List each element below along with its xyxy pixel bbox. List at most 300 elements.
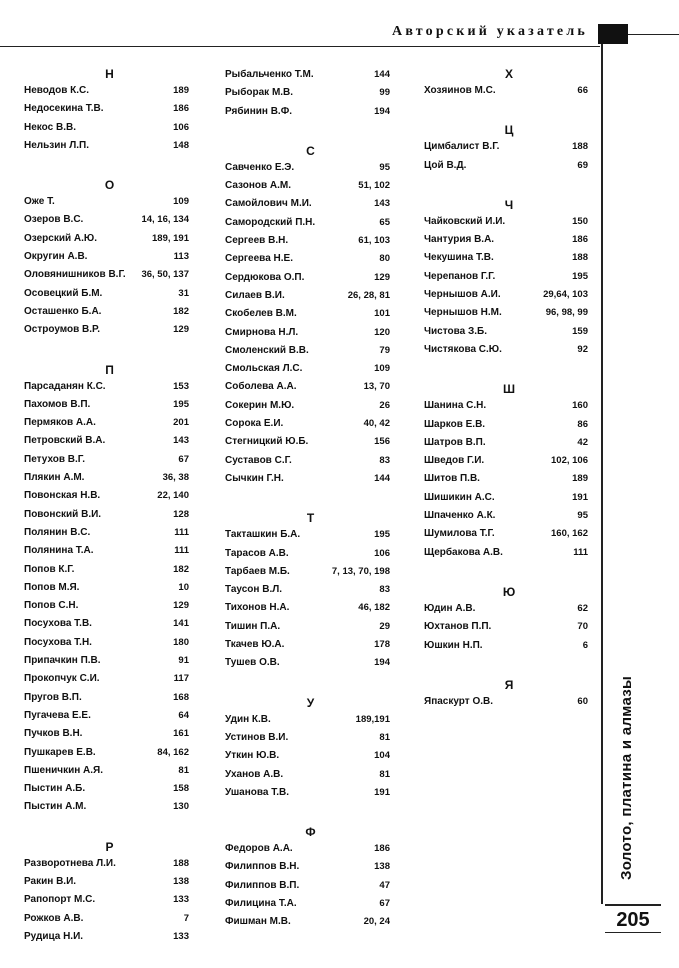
author-name: Припачкин П.В. [24, 655, 101, 667]
index-entry [225, 324, 390, 342]
page-references: 188 [572, 252, 588, 264]
author-name: Сорока Е.И. [225, 418, 284, 430]
index-entry [424, 286, 588, 304]
index-entry [24, 873, 189, 891]
index-entry [24, 378, 189, 396]
index-section [225, 695, 390, 802]
page-references: 186 [572, 234, 588, 246]
page-number-rule [605, 932, 661, 933]
page-references: 191 [374, 786, 390, 798]
index-entry [225, 250, 390, 268]
author-name: Фишман М.В. [225, 916, 291, 928]
section-letter: О [104, 178, 115, 193]
index-section [424, 677, 588, 711]
page-references: 109 [374, 363, 390, 375]
index-entry [424, 268, 588, 286]
index-entry [424, 397, 588, 415]
author-name: Петухов В.Г. [24, 453, 85, 465]
page-references: 69 [577, 159, 588, 171]
index-entry [24, 487, 189, 505]
index-entry [24, 762, 189, 780]
page-references: 144 [374, 472, 390, 484]
author-name: Цимбалист В.Г. [424, 141, 500, 153]
index-entry [24, 652, 189, 670]
author-name: Шпаченко А.К. [424, 510, 496, 522]
index-entry [225, 66, 390, 84]
index-entry [424, 544, 588, 562]
page-references: 188 [173, 857, 189, 869]
index-entry [424, 618, 588, 636]
page-references: 64 [178, 709, 189, 721]
author-name: Попов М.Я. [24, 581, 80, 593]
index-section [424, 584, 588, 655]
page-references: 29 [379, 620, 390, 632]
page-references: 201 [173, 417, 189, 429]
page-references: 7 [183, 912, 189, 924]
section-letter: У [306, 695, 315, 710]
index-entry [424, 489, 588, 507]
author-name: Сердюкова О.П. [225, 271, 305, 283]
header-title: Авторский указатель [392, 24, 588, 39]
page-references: 31 [178, 287, 189, 299]
index-entry [24, 725, 189, 743]
index-entry [225, 470, 390, 488]
page-references: 111 [174, 545, 189, 557]
page-references: 129 [374, 271, 390, 283]
author-name: Пермяков А.А. [24, 417, 96, 429]
page-references: 111 [174, 526, 189, 538]
author-name: Ушанова Т.В. [225, 786, 289, 798]
author-name: Некос В.В. [24, 121, 76, 133]
page-references: 144 [374, 69, 390, 80]
author-name: Шарков Е.В. [424, 418, 486, 430]
page-references: 6 [582, 639, 588, 651]
author-name: Япаскурт О.В. [424, 695, 493, 707]
index-entry [225, 397, 390, 415]
page-references: 51, 102 [358, 180, 390, 192]
page-references: 13, 70 [363, 381, 390, 393]
page-number: 205 [605, 904, 661, 932]
author-name: Округин А.В. [24, 251, 88, 263]
side-book-title: Золото, платина и алмазы [618, 675, 635, 880]
index-entry [24, 542, 189, 560]
author-name: Шишикин А.С. [424, 491, 495, 503]
index-entry [225, 287, 390, 305]
index-entry [424, 213, 588, 231]
index-section [424, 197, 588, 359]
author-name: Ракин В.И. [24, 875, 77, 887]
index-section [225, 510, 390, 672]
author-name: Удин К.В. [225, 713, 271, 725]
page-references: 159 [572, 325, 588, 337]
index-entry [24, 230, 189, 248]
index-entry [424, 416, 588, 434]
author-name: Шанина С.Н. [424, 400, 487, 412]
index-entry [225, 766, 390, 784]
index-section [24, 177, 189, 339]
page-references: 67 [178, 453, 189, 465]
index-entry [424, 637, 588, 655]
index-entry [225, 452, 390, 470]
author-name: Озерский А.Ю. [24, 232, 98, 244]
section-letter: Р [105, 839, 114, 854]
author-name: Рыбальченко Т.М. [225, 69, 314, 80]
author-name: Смоленский В.В. [225, 344, 309, 356]
index-entry [225, 729, 390, 747]
author-name: Повонская Н.В. [24, 490, 101, 502]
index-entry [225, 877, 390, 895]
index-section [24, 839, 189, 946]
index-entry [225, 103, 390, 121]
section-letter: С [306, 143, 315, 158]
author-name: Сычкин Г.Н. [225, 472, 284, 484]
index-entry [225, 84, 390, 102]
author-name: Чайковский И.И. [424, 215, 506, 227]
index-entry [225, 159, 390, 177]
index-entry [424, 507, 588, 525]
index-entry [24, 634, 189, 652]
page-references: 168 [173, 691, 189, 703]
author-name: Чистова З.Б. [424, 325, 487, 337]
section-letter: Ю [502, 584, 516, 599]
author-name: Чантурия В.А. [424, 234, 495, 246]
author-name: Смирнова Н.Л. [225, 326, 299, 338]
author-name: Осовецкий Б.М. [24, 287, 103, 299]
index-entry [24, 119, 189, 137]
page-references: 189 [173, 85, 189, 96]
author-name: Чернышов Н.М. [424, 307, 502, 319]
author-name: Самородский П.Н. [225, 216, 316, 228]
section-letter: Х [504, 67, 513, 81]
page-references: 29,64, 103 [543, 289, 588, 301]
header-rule [628, 34, 679, 35]
author-name: Чистякова С.Ю. [424, 343, 502, 355]
author-name: Осташенко Б.А. [24, 305, 102, 317]
author-name: Пыстин А.Б. [24, 783, 86, 795]
section-letter: Я [504, 677, 514, 692]
index-entry [225, 433, 390, 451]
author-name: Сокерин М.Ю. [225, 399, 295, 411]
author-name: Пахомов В.П. [24, 398, 91, 410]
page-references: 67 [379, 897, 390, 909]
page-references: 160 [572, 400, 588, 412]
page-references: 189, 191 [152, 232, 189, 244]
index-entry [24, 506, 189, 524]
page-references: 46, 182 [358, 602, 390, 614]
index-entry [424, 304, 588, 322]
index-entry [225, 526, 390, 544]
section-letter: Ф [305, 825, 316, 840]
page-references: 83 [379, 454, 390, 466]
page-references: 182 [173, 305, 189, 317]
author-name: Федоров А.А. [225, 843, 293, 855]
page-references: 102, 106 [551, 455, 588, 467]
index-entry [24, 414, 189, 432]
page-references: 129 [173, 600, 189, 612]
page-references: 182 [173, 563, 189, 575]
index-entry [24, 910, 189, 928]
index-entry [225, 618, 390, 636]
page-references: 150 [572, 215, 588, 227]
index-section [24, 66, 189, 155]
page-references: 60 [577, 695, 588, 707]
author-name: Филиппов В.Н. [225, 861, 300, 873]
author-name: Юшкин Н.П. [424, 639, 483, 651]
author-name: Ткачев Ю.А. [225, 639, 285, 651]
author-name: Скобелев В.М. [225, 308, 297, 320]
page-references: 180 [173, 636, 189, 648]
author-name: Сергеева Н.Е. [225, 253, 293, 265]
page-references: 36, 50, 137 [141, 269, 189, 281]
author-name: Цой В.Д. [424, 159, 467, 171]
author-name: Нельзин Л.П. [24, 139, 89, 151]
page-references: 153 [173, 380, 189, 392]
index-entry [24, 597, 189, 615]
page-references: 113 [173, 251, 189, 263]
index-entry [24, 211, 189, 229]
page-references: 26 [379, 399, 390, 411]
index-entry [24, 579, 189, 597]
author-name: Повонский В.И. [24, 508, 102, 520]
page-references: 61, 103 [358, 235, 390, 247]
index-entry [225, 378, 390, 396]
author-name: Черепанов Г.Г. [424, 270, 496, 282]
index-entry [225, 747, 390, 765]
index-entry [225, 415, 390, 433]
page-references: 143 [173, 435, 189, 447]
index-entry [24, 615, 189, 633]
author-name: Щербакова А.В. [424, 546, 503, 558]
index-entry [225, 599, 390, 617]
index-entry [424, 157, 588, 175]
index-entry [225, 711, 390, 729]
index-entry [424, 82, 588, 100]
author-name: Тарасов А.В. [225, 547, 289, 559]
index-entry [24, 524, 189, 542]
page-references: 138 [173, 875, 189, 887]
author-name: Сергеев В.Н. [225, 235, 289, 247]
author-name: Таусон В.Л. [225, 584, 283, 596]
section-letter: Т [306, 511, 315, 526]
index-entry [24, 469, 189, 487]
section-letter: Н [105, 67, 114, 81]
author-name: Смольская Л.С. [225, 363, 303, 375]
section-letter: Ч [504, 197, 514, 212]
index-entry [225, 269, 390, 287]
page-references: 129 [173, 324, 189, 336]
index-entry [24, 855, 189, 873]
author-name: Шатров В.П. [424, 436, 486, 448]
page-references: 47 [379, 879, 390, 891]
index-section [225, 143, 390, 488]
index-entry [24, 689, 189, 707]
author-name: Уханов А.В. [225, 768, 284, 780]
author-name: Уткин Ю.В. [225, 750, 280, 762]
index-entry [225, 581, 390, 599]
page-references: 81 [379, 768, 390, 780]
index-entry [24, 100, 189, 118]
author-name: Силаев В.И. [225, 289, 285, 301]
page-references: 109 [173, 196, 189, 208]
author-name: Оловянишников В.Г. [24, 269, 126, 281]
index-entry [24, 561, 189, 579]
page-references: 95 [379, 161, 390, 173]
page-references: 130 [173, 801, 189, 813]
index-entry [225, 305, 390, 323]
page-references: 14, 16, 134 [141, 214, 189, 226]
author-name: Пругов В.П. [24, 691, 82, 703]
page-references: 194 [374, 105, 390, 117]
author-name: Пшеничкин А.Я. [24, 764, 104, 776]
author-name: Суставов С.Г. [225, 454, 292, 466]
page-references: 92 [577, 343, 588, 355]
index-section [424, 66, 588, 100]
index-entry [24, 432, 189, 450]
index-entry [24, 82, 189, 100]
index-entry [225, 360, 390, 378]
index-entry [225, 563, 390, 581]
index-entry [225, 232, 390, 250]
page-references: 65 [379, 216, 390, 228]
index-entry [225, 840, 390, 858]
page-references: 148 [173, 139, 189, 151]
index-entry [225, 545, 390, 563]
index-section [424, 122, 588, 175]
author-name: Рожков А.В. [24, 912, 84, 924]
page-references: 138 [374, 861, 390, 873]
page-references: 195 [572, 270, 588, 282]
page-references: 141 [173, 618, 189, 630]
page-references: 158 [173, 783, 189, 795]
author-name: Чернышов А.И. [424, 289, 501, 301]
index-entry [424, 323, 588, 341]
author-name: Стегницкий Ю.Б. [225, 436, 309, 448]
author-name: Тихонов Н.А. [225, 602, 290, 614]
author-name: Пучков В.Н. [24, 728, 83, 740]
author-name: Полянин В.С. [24, 526, 91, 538]
index-entry [424, 434, 588, 452]
page-references: 83 [379, 584, 390, 596]
page-references: 96, 98, 99 [545, 307, 588, 319]
page-references: 186 [374, 843, 390, 855]
section-letter: П [105, 362, 114, 377]
running-header [0, 24, 600, 47]
section-letter: Ц [504, 123, 514, 138]
page-references: 195 [374, 529, 390, 541]
index-entry [24, 137, 189, 155]
author-name: Остроумов В.Р. [24, 324, 101, 336]
index-entry [424, 525, 588, 543]
author-name: Рябинин В.Ф. [225, 105, 293, 117]
page-references: 106 [173, 121, 189, 133]
page-references: 195 [173, 398, 189, 410]
author-name: Шитов П.В. [424, 473, 480, 485]
author-name: Пыстин А.М. [24, 801, 87, 813]
author-name: Разворотнева Л.И. [24, 857, 116, 869]
index-entry [24, 266, 189, 284]
page-references: 128 [173, 508, 189, 520]
page-references: 81 [379, 731, 390, 743]
page-references: 80 [379, 253, 390, 265]
index-section [24, 362, 189, 817]
page-references: 81 [178, 764, 189, 776]
page-references: 99 [379, 87, 390, 99]
author-name: Савченко Е.Э. [225, 161, 295, 173]
index-entry [24, 891, 189, 909]
section-letter: Ш [502, 382, 516, 397]
author-name: Полянина Т.А. [24, 545, 94, 557]
page-references: 106 [374, 547, 390, 559]
vertical-rule [601, 44, 603, 904]
author-name: Попов С.Н. [24, 600, 79, 612]
page-references: 20, 24 [363, 916, 390, 928]
index-entry [225, 177, 390, 195]
author-name: Чекушина Т.В. [424, 252, 494, 264]
page-references: 188 [572, 141, 588, 153]
author-name: Юдин А.В. [424, 602, 476, 614]
index-section [225, 824, 390, 931]
author-name: Недосекина Т.В. [24, 103, 104, 115]
page-references: 86 [577, 418, 588, 430]
page-references: 156 [374, 436, 390, 448]
page-references: 133 [173, 894, 189, 906]
author-name: Тарбаев М.Б. [225, 565, 290, 577]
page-references: 186 [173, 103, 189, 115]
index-entry [225, 214, 390, 232]
page-references: 10 [178, 581, 189, 593]
index-entry [24, 248, 189, 266]
page-references: 66 [577, 85, 588, 96]
index-entry [24, 451, 189, 469]
author-name: Шумилова Т.Г. [424, 528, 495, 540]
index-entry [424, 341, 588, 359]
page-references: 40, 42 [363, 418, 390, 430]
page-references: 101 [374, 308, 390, 320]
page-references: 84, 162 [157, 746, 189, 758]
page-references: 7, 13, 70, 198 [331, 565, 390, 577]
page-references: 160, 162 [551, 528, 588, 540]
author-name: Посухова Т.В. [24, 618, 92, 630]
page-references: 189 [572, 473, 588, 485]
author-name: Озеров В.С. [24, 214, 84, 226]
page-references: 120 [374, 326, 390, 338]
header-black-box [598, 24, 628, 44]
page-references: 117 [173, 673, 189, 685]
index-section [225, 66, 390, 121]
author-name: Такташкин Б.А. [225, 529, 301, 541]
page-references: 104 [374, 750, 390, 762]
index-entry [424, 600, 588, 618]
author-name: Сазонов А.М. [225, 180, 292, 192]
index-section [424, 381, 588, 562]
index-entry [225, 784, 390, 802]
author-name: Рапопорт М.С. [24, 894, 96, 906]
index-entry [24, 396, 189, 414]
author-name: Попов К.Г. [24, 563, 75, 575]
page-references: 143 [374, 198, 390, 210]
index-column-2 [225, 66, 390, 954]
page-references: 178 [374, 639, 390, 651]
author-name: Прокопчук С.И. [24, 673, 100, 685]
page-references: 95 [577, 510, 588, 522]
index-entry [24, 928, 189, 946]
author-name: Хозяинов М.С. [424, 85, 496, 96]
index-entry [24, 798, 189, 816]
author-name: Рыборак М.В. [225, 87, 294, 99]
index-entry [225, 895, 390, 913]
author-name: Самойлович М.И. [225, 198, 312, 210]
page-references: 36, 38 [162, 472, 189, 484]
